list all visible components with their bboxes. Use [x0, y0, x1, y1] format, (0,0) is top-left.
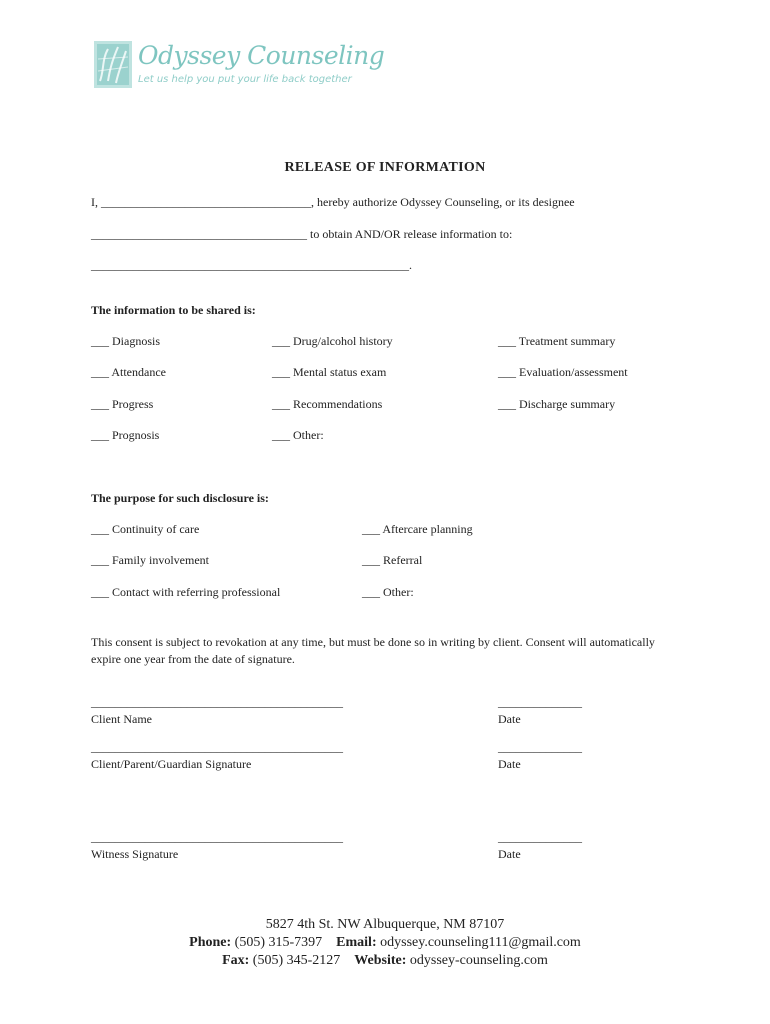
info-item: ___ Recommendations: [272, 397, 383, 411]
fax-label: Fax:: [222, 953, 250, 968]
info-item: ___ Diagnosis: [91, 334, 160, 348]
date-line: ______________: [498, 695, 582, 709]
website-label: Website:: [354, 953, 407, 968]
logo-mark-icon: [94, 41, 132, 88]
info-item: ___ Attendance: [91, 365, 166, 379]
info-item: ___ Prognosis: [91, 428, 160, 442]
consent-paragraph: This consent is subject to revokation at any time, but must be done so in writing by client. Consent will automatically expire one year from the date of signature.: [91, 635, 655, 666]
date-label: Date: [498, 712, 521, 726]
client-name-label: Client Name: [91, 712, 152, 726]
info-item: ___ Treatment summary: [498, 334, 616, 348]
purpose-item: ___ Aftercare planning: [362, 522, 473, 536]
info-item: ___ Discharge summary: [498, 397, 616, 411]
date-label: Date: [498, 847, 521, 861]
authorization-line-2: ____________________________________ to obtain AND/OR release information to:: [91, 227, 513, 241]
website-value: odyssey-counseling.com: [409, 953, 548, 968]
footer-fax-line: [0, 953, 770, 969]
witness-signature-line: __________________________________________: [91, 830, 343, 844]
guardian-signature-line: __________________________________________: [91, 740, 343, 754]
purpose-item: ___ Contact with referring professional: [91, 585, 281, 599]
client-name-line: __________________________________________: [91, 695, 343, 709]
witness-signature-label: Witness Signature: [91, 847, 179, 861]
footer-address: 5827 4th St. NW Albuquerque, NM 87107: [265, 917, 505, 932]
phone-label: Phone:: [189, 935, 232, 950]
purpose-item: ___ Family involvement: [91, 553, 209, 567]
info-item: ___ Drug/alcohol history: [272, 334, 393, 348]
date-line: ______________: [498, 830, 582, 844]
logo-title: Odyssey Counseling: [138, 41, 385, 70]
guardian-signature-label: Client/Parent/Guardian Signature: [91, 757, 252, 771]
email-value: odyssey.counseling111@gmail.com: [380, 935, 581, 950]
date-line: ______________: [498, 740, 582, 754]
info-item: ___ Other:: [272, 428, 324, 442]
form-title: RELEASE OF INFORMATION: [284, 160, 486, 175]
email-label: Email:: [336, 935, 377, 950]
info-item: ___ Progress: [91, 397, 154, 411]
purpose-item: ___ Other:: [362, 585, 414, 599]
authorization-line-1: I, ___________________________________, hereby authorize Odyssey Counseling, or its designee: [91, 195, 575, 209]
logo-tagline: Let us help you put your life back together: [138, 74, 352, 85]
fax-value: (505) 345-2127: [252, 953, 341, 968]
phone-value: (505) 315-7397: [234, 935, 323, 950]
purpose-heading: The purpose for such disclosure is:: [91, 491, 269, 505]
info-item: ___ Mental status exam: [272, 365, 387, 379]
date-label: Date: [498, 757, 521, 771]
odyssey-logo: [94, 41, 385, 91]
authorization-line-3: _____________________________________________________.: [91, 258, 412, 272]
info-item: ___ Evaluation/assessment: [498, 365, 628, 379]
purpose-item: ___ Referral: [362, 553, 423, 567]
footer-contact-line: [0, 935, 770, 951]
info-heading: The information to be shared is:: [91, 303, 256, 317]
purpose-item: ___ Continuity of care: [91, 522, 200, 536]
